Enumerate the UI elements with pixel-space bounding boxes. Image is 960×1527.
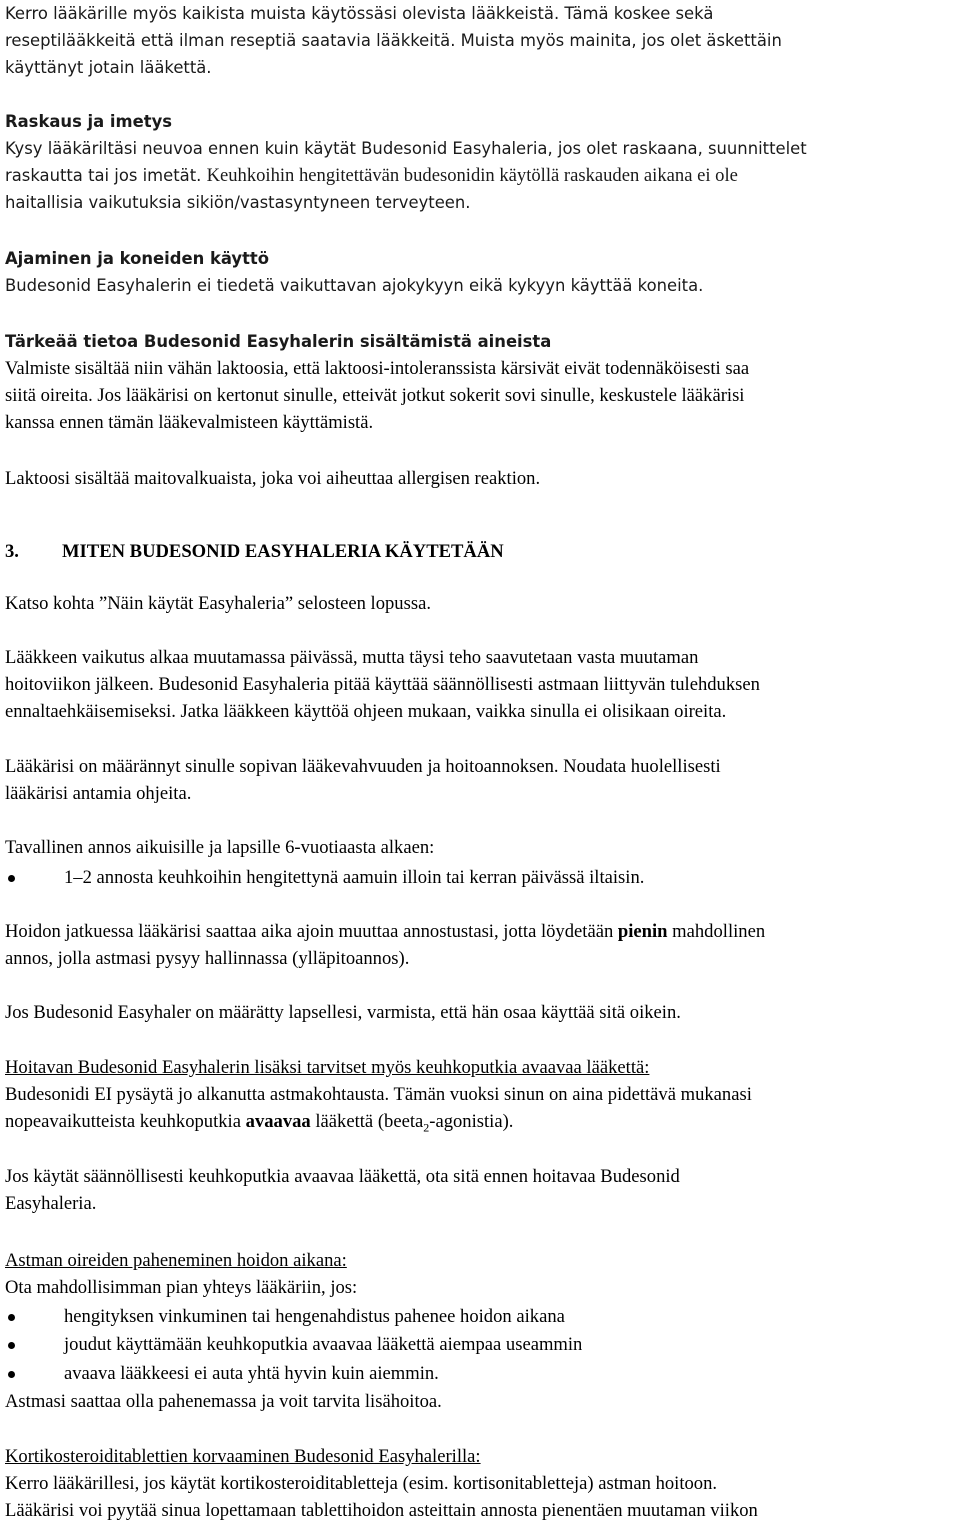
cortico-heading: Kortikosteroiditablettien korvaaminen Budesonid Easyhalerilla: bbox=[5, 1446, 481, 1467]
intro-line-1: Kerro lääkärille myös kaikista muista käytössäsi olevista lääkkeistä. Tämä koskee sekä bbox=[5, 4, 714, 23]
dose-paragraph bbox=[5, 753, 956, 807]
regular-line-2: Easyhaleria. bbox=[5, 1193, 97, 1214]
list-item bbox=[5, 1303, 956, 1330]
reliever-line-2c: lääkettä (beeta bbox=[315, 1111, 424, 1132]
pregnancy-text-2b: Keuhkoihin hengitettävän budesonidin käytöllä raskauden aikana ei ole bbox=[206, 165, 738, 186]
intro-paragraph bbox=[5, 0, 956, 81]
list-item bbox=[5, 864, 956, 891]
worsening-heading: Astman oireiden paheneminen hoidon aikana: bbox=[5, 1250, 347, 1271]
worsening-item-2: joudut käyttämään keuhkoputkia avaavaa lääkettä aiempaa useammin bbox=[64, 1334, 583, 1355]
worsening-paragraph bbox=[5, 1247, 956, 1301]
reliever-heading: Hoitavan Budesonid Easyhalerin lisäksi tarvitset myös keuhkoputkia avaavaa lääkettä: bbox=[5, 1057, 650, 1078]
pregnancy-section bbox=[5, 108, 956, 216]
effect-paragraph bbox=[5, 644, 956, 725]
usual-dose-text: Tavallinen annos aikuisille ja lapsille 6-vuotiaasta alkaen: bbox=[5, 837, 435, 858]
ingredients-text-3: kanssa ennen tämän lääkevalmisteen käyttämistä. bbox=[5, 412, 374, 433]
list-item bbox=[5, 1331, 956, 1358]
effect-line-2: hoitoviikon jälkeen. Budesonid Easyhaleria pitää käyttää säännöllisesti astmaan liittyvän tulehduksen bbox=[5, 674, 760, 695]
ingredients-heading: Tärkeää tietoa Budesonid Easyhalerin sisältämistä aineista bbox=[5, 332, 552, 351]
dose-line-1: Lääkärisi on määrännyt sinulle sopivan lääkevahvuuden ja hoitoannoksen. Noudata huolellisesti bbox=[5, 756, 721, 777]
bullet-icon bbox=[8, 875, 15, 882]
driving-text: Budesonid Easyhalerin ei tiedetä vaikuttavan ajokykyyn eikä kykyyn käyttää koneita. bbox=[5, 276, 704, 295]
ingredients-text-4: Laktoosi sisältää maitovalkuaista, joka voi aiheuttaa allergisen reaktion. bbox=[5, 468, 541, 489]
reliever-paragraph bbox=[5, 1054, 956, 1135]
usual-dose-intro bbox=[5, 834, 956, 861]
bullet-icon bbox=[8, 1342, 15, 1349]
pregnancy-text-3: haitallisia vaikutuksia sikiön/vastasyntyneen terveyteen. bbox=[5, 193, 471, 212]
cont-line-2: annos, jolla astmasi pysyy hallinnassa (ylläpitoannos). bbox=[5, 948, 410, 969]
driving-section bbox=[5, 245, 956, 299]
section-3-heading bbox=[5, 538, 504, 565]
ingredients-heading-para bbox=[5, 328, 956, 355]
regular-paragraph bbox=[5, 1163, 956, 1217]
reliever-line-2a: nopeavaikutteista keuhkoputkia bbox=[5, 1111, 241, 1132]
intro-line-2: reseptilääkkeitä että ilman reseptiä saatavia lääkkeitä. Muista myös mainita, jos olet äskettäin bbox=[5, 31, 782, 50]
cortico-paragraph bbox=[5, 1443, 956, 1524]
usual-dose-bullet: 1–2 annosta keuhkoihin hengitettynä aamuin illoin tai kerran päivässä iltaisin. bbox=[64, 867, 645, 888]
pregnancy-text-1: Kysy lääkäriltäsi neuvoa ennen kuin käytät Budesonid Easyhaleria, jos olet raskaana, suunnittelet bbox=[5, 139, 807, 158]
cortico-line-1: Kerro lääkärillesi, jos käytät kortikosteroiditabletteja (esim. kortisonitabletteja) astman hoitoon. bbox=[5, 1473, 718, 1494]
worsening-outro: Astmasi saattaa olla pahenemassa ja voit tarvita lisähoitoa. bbox=[5, 1391, 442, 1412]
reliever-line-2d: -agonistia). bbox=[429, 1111, 514, 1132]
worsening-item-3: avaava lääkkeesi ei auta yhtä hyvin kuin aiemmin. bbox=[64, 1363, 439, 1384]
ingredients-text-1: Valmiste sisältää niin vähän laktoosia, että laktoosi-intoleranssista kärsivät eivät todennäköisesti saa bbox=[5, 358, 750, 379]
worsening-item-1: hengityksen vinkuminen tai hengenahdistus pahenee hoidon aikana bbox=[64, 1306, 565, 1327]
ingredients-text-2: siitä oireita. Jos lääkärisi on kertonut sinulle, etteivät jotkut sokerit sovi sinulle, keskustele lääkärisi bbox=[5, 385, 745, 406]
effect-line-1: Lääkkeen vaikutus alkaa muutamassa päivässä, mutta täysi teho saavutetaan vasta muutaman bbox=[5, 647, 699, 668]
bullet-icon bbox=[8, 1371, 15, 1378]
driving-heading: Ajaminen ja koneiden käyttö bbox=[5, 249, 270, 268]
see-text: Katso kohta ”Näin käytät Easyhaleria” selosteen lopussa. bbox=[5, 593, 431, 614]
child-text: Jos Budesonid Easyhaler on määrätty lapsellesi, varmista, että hän osaa käyttää sitä oikein. bbox=[5, 1002, 681, 1023]
reliever-subscript: 2 bbox=[423, 1120, 430, 1135]
worsening-intro: Ota mahdollisimman pian yhteys lääkäriin, jos: bbox=[5, 1277, 358, 1298]
pregnancy-heading: Raskaus ja imetys bbox=[5, 112, 173, 131]
cortico-line-2: Lääkärisi voi pyytää sinua lopettamaan tablettihoidon asteittain annosta pienentäen muutaman viikon bbox=[5, 1500, 758, 1521]
bullet-icon bbox=[8, 1314, 15, 1321]
reliever-line-1: Budesonidi EI pysäytä jo alkanutta astmakohtausta. Tämän vuoksi sinun on aina pidettävä mukanasi bbox=[5, 1084, 752, 1105]
continuation-paragraph bbox=[5, 918, 956, 972]
section-title: MITEN BUDESONID EASYHALERIA KÄYTETÄÄN bbox=[62, 541, 504, 562]
reliever-line-2b: avaavaa bbox=[245, 1111, 311, 1132]
see-paragraph bbox=[5, 590, 956, 617]
dose-line-2: lääkärisi antamia ohjeita. bbox=[5, 783, 192, 804]
lactose-paragraph bbox=[5, 465, 956, 492]
effect-line-3: ennaltaehkäisemiseksi. Jatka lääkkeen käyttöä ohjeen mukaan, vaikka sinulla ei olisikaan oireita. bbox=[5, 701, 727, 722]
worsening-outro-paragraph bbox=[5, 1388, 956, 1415]
pregnancy-text-2a: raskautta tai jos imetät. bbox=[5, 166, 202, 185]
regular-line-1: Jos käytät säännöllisesti keuhkoputkia avaavaa lääkettä, ota sitä ennen hoitavaa Budesonid bbox=[5, 1166, 680, 1187]
ingredients-paragraph bbox=[5, 355, 956, 436]
child-paragraph bbox=[5, 999, 956, 1026]
section-number: 3. bbox=[5, 541, 19, 562]
cont-line-1c: mahdollinen bbox=[672, 921, 766, 942]
cont-line-1b: pienin bbox=[617, 921, 668, 942]
intro-line-3: käyttänyt jotain lääkettä. bbox=[5, 58, 212, 77]
cont-line-1a: Hoidon jatkuessa lääkärisi saattaa aika ajoin muuttaa annostustasi, jotta löydetään bbox=[5, 921, 614, 942]
list-item bbox=[5, 1360, 956, 1387]
